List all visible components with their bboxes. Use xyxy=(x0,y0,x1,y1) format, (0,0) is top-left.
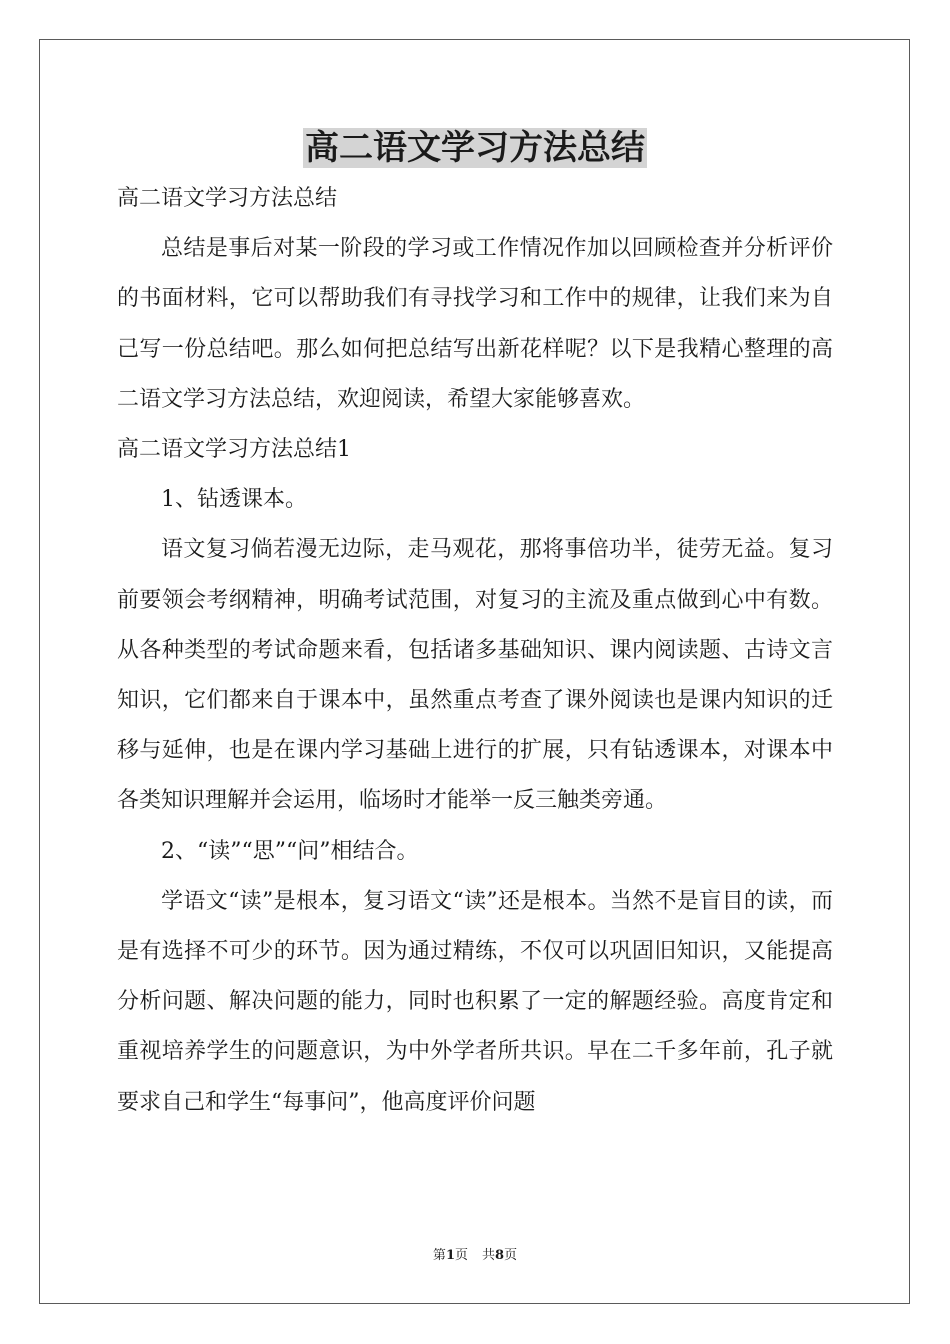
document-title-text: 高二语文学习方法总结 xyxy=(305,128,645,168)
point-heading-1: 1、钻透课本。 xyxy=(161,487,307,513)
page-prefix: 第 xyxy=(432,1248,446,1263)
page-suffix: 页 xyxy=(454,1248,468,1263)
paragraph-subtitle: 高二语文学习方法总结 xyxy=(117,186,338,211)
total-suffix: 页 xyxy=(504,1248,518,1263)
document-title xyxy=(0,124,950,172)
page-footer xyxy=(0,1247,950,1265)
current-page-number: 1 xyxy=(445,1248,455,1263)
total-prefix: 共 xyxy=(482,1248,496,1263)
document-body xyxy=(117,174,833,1128)
point-heading-2: 2、“读”“思”“问”相结合。 xyxy=(161,838,419,864)
paragraph-point-1: 语文复习倘若漫无边际，走马观花，那将事倍功半，徒劳无益。复习前要领会考纲精神，明确考试范围，对复习的主流及重点做到心中有数。从各种类型的考试命题来看，包括诸多基础知识、课内阅读题、古诗文言知识，它们都来自于课本中，虽然重点考查了课外阅读也是课内知识的迁移与延伸，也是在课内学习基础上进行的扩展，只有钻透课本，对课本中各类知识理解并会运用，临场时才能举一反三触类旁通。 xyxy=(117,537,833,814)
section-heading: 高二语文学习方法总结1 xyxy=(117,437,351,463)
paragraph-intro: 总结是事后对某一阶段的学习或工作情况作加以回顾检查并分析评价的书面材料，它可以帮助我们有寻找学习和工作中的规律，让我们来为自己写一份总结吧。那么如何把总结写出新花样呢？以下是我精心整理的高二语文学习方法总结，欢迎阅读，希望大家能够喜欢。 xyxy=(117,236,833,412)
total-page-count: 8 xyxy=(495,1248,505,1263)
paragraph-point-2: 学语文“读”是根本，复习语文“读”还是根本。当然不是盲目的读，而是有选择不可少的环节。因为通过精练，不仅可以巩固旧知识，又能提高分析问题、解决问题的能力，同时也积累了一定的解题经验。高度肯定和重视培养学生的问题意识，为中外学者所共识。早在二千多年前，孔子就要求自己和学生“每事问”，他高度评价问题 xyxy=(117,888,833,1115)
